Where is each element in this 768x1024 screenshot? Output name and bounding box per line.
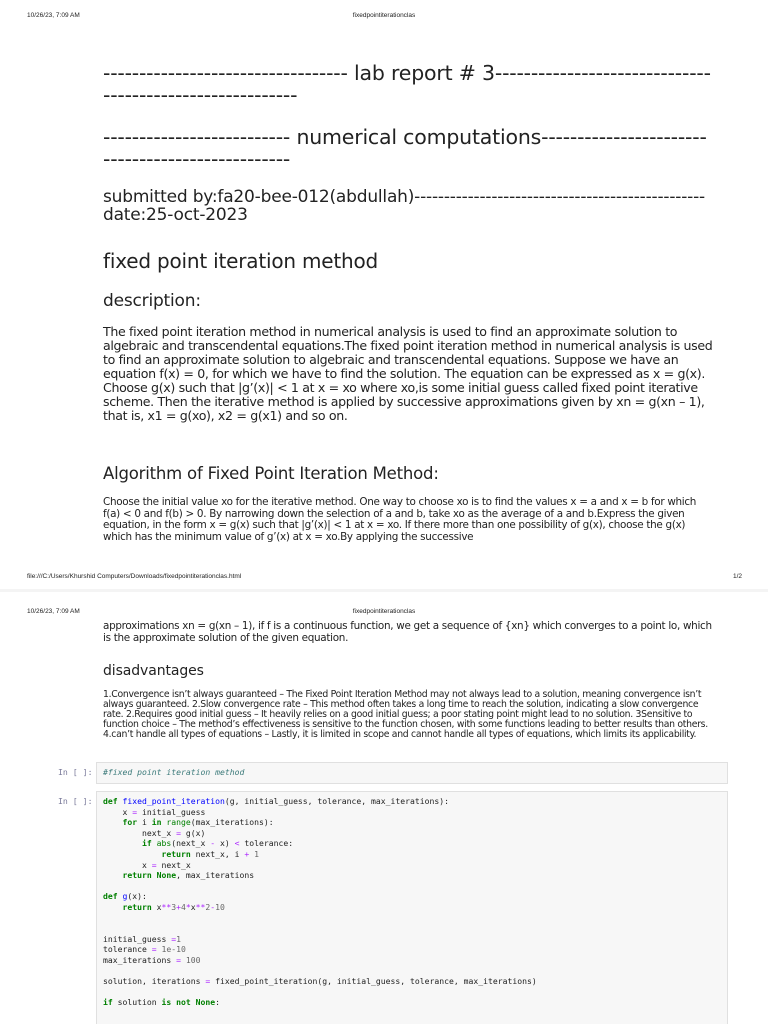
print-page-2 bbox=[0, 592, 768, 1024]
method-title: fixed point iteration method bbox=[103, 249, 379, 273]
course-heading: -------------------------- numerical computations------------------------------------------------- bbox=[103, 125, 707, 171]
code-line: if abs(next_x - x) < tolerance: bbox=[141, 838, 294, 849]
lab-report-heading: ---------------------------------- lab report # 3--------------------------------------------------------- bbox=[103, 61, 711, 107]
code-line: for i in range(max_iterations): bbox=[122, 817, 274, 828]
code-line: return next_x, i + 1 bbox=[161, 848, 259, 859]
code-line: solution, iterations = fixed_point_iteration(g, initial_guess, tolerance, max_iterations) bbox=[103, 976, 537, 987]
cell-prompt: In [ ]: bbox=[58, 767, 93, 777]
cell-prompt: In [ ]: bbox=[58, 796, 93, 806]
algorithm-paragraph-continued: approximations xn = g(xn – 1), if f is a continuous function, we get a sequence of {xn} which converges to a point lo, which is the approximate solution of the given equation. bbox=[103, 620, 712, 644]
print-footer-path: file:///C:/Users/Khurshid Computers/Downloads/fixedpointiterationclas.html bbox=[27, 573, 242, 580]
code-line: return None, max_iterations bbox=[122, 870, 255, 881]
code-line: def g(x): bbox=[103, 891, 147, 902]
print-header-title: fixedpointiterationclas bbox=[352, 608, 416, 615]
code-line: def fixed_point_iteration(g, initial_guess, tolerance, max_iterations): bbox=[103, 796, 449, 806]
submitted-by-heading: submitted by:fa20-bee-012(abdullah)-------------------------------------------------date:25-oct-2023 bbox=[103, 187, 705, 225]
code-line: max_iterations = 100 bbox=[103, 954, 201, 965]
algorithm-title: Algorithm of Fixed Point Iteration Method: bbox=[103, 464, 439, 483]
print-header-title: fixedpointiterationclas bbox=[352, 12, 416, 19]
description-paragraph: The fixed point iteration method in numerical analysis is used to find an approximate solution to algebraic and transcendental equations.The fixed point iteration method in numerical analysis is used to find an approximate solution to algebraic and transcendental equations. Suppose we have an equation f(x) = 0, for which we have to find the solution. The equation can be expressed as x = g(x). Choose g(x) such that |g’(x)| < 1 at x = xo where xo,is some initial guess called fixed point iterative scheme. Then the iterative method is applied by successive approximations given by xn = g(xn – 1), that is, x1 = g(xo), x2 = g(x1) and so on. bbox=[103, 324, 713, 423]
code-line: return x**3+4*x**2-10 bbox=[122, 901, 225, 912]
code-line: x = next_x bbox=[103, 859, 191, 870]
code-line: x = initial_guess bbox=[103, 806, 206, 817]
algorithm-paragraph: Choose the initial value xo for the iterative method. One way to choose xo is to find the values x = a and x = b for which f(a) < 0 and f(b) > 0. By narrowing down the selection of a and b, take xo as the average of a and b.Express the given equation, in the form x = g(x) such that |g’(x)| < 1 at x = xo. If there more than one possibility of g(x), choose the g(x) which has the minimum value of g’(x) at x = xo.By applying the successive bbox=[103, 496, 697, 543]
description-title: description: bbox=[103, 291, 201, 311]
print-header-datetime: 10/26/23, 7:09 AM bbox=[27, 12, 80, 19]
disadvantages-title: disadvantages bbox=[103, 663, 204, 679]
disadvantages-paragraph: 1.Convergence isn’t always guaranteed – The Fixed Point Iteration Method may not always lead to a solution, meaning convergence isn’t always guaranteed. 2.Slow convergence rate – This method often takes a long time to reach the solution, indicating a slow convergence rate. 2.Requires good initial guess – It heavily relies on a good initial guess; a poor stating point might lead to no solution. 3Sensitive to function choice – The method’s effectiveness is sensitive to the function chosen, with some functions leading to better results than others. 4.can’t handle all types of equations – Lastly, it is limited in scope and cannot handle all types of equations, which limits its applicability. bbox=[103, 689, 708, 740]
code-comment: #fixed point iteration method bbox=[103, 767, 245, 777]
print-header-datetime: 10/26/23, 7:09 AM bbox=[27, 608, 80, 615]
code-line: next_x = g(x) bbox=[103, 827, 206, 838]
notebook-cell-1[interactable] bbox=[58, 762, 728, 784]
code-input-1[interactable] bbox=[96, 762, 728, 784]
print-footer-page: 1/2 bbox=[733, 573, 743, 580]
code-line: tolerance = 1e-10 bbox=[103, 944, 186, 955]
code-line: initial_guess =1 bbox=[103, 933, 181, 944]
notebook-cell-2[interactable] bbox=[58, 791, 728, 1024]
code-line: if solution is not None: bbox=[103, 997, 220, 1008]
code-input-2[interactable] bbox=[96, 791, 728, 1024]
